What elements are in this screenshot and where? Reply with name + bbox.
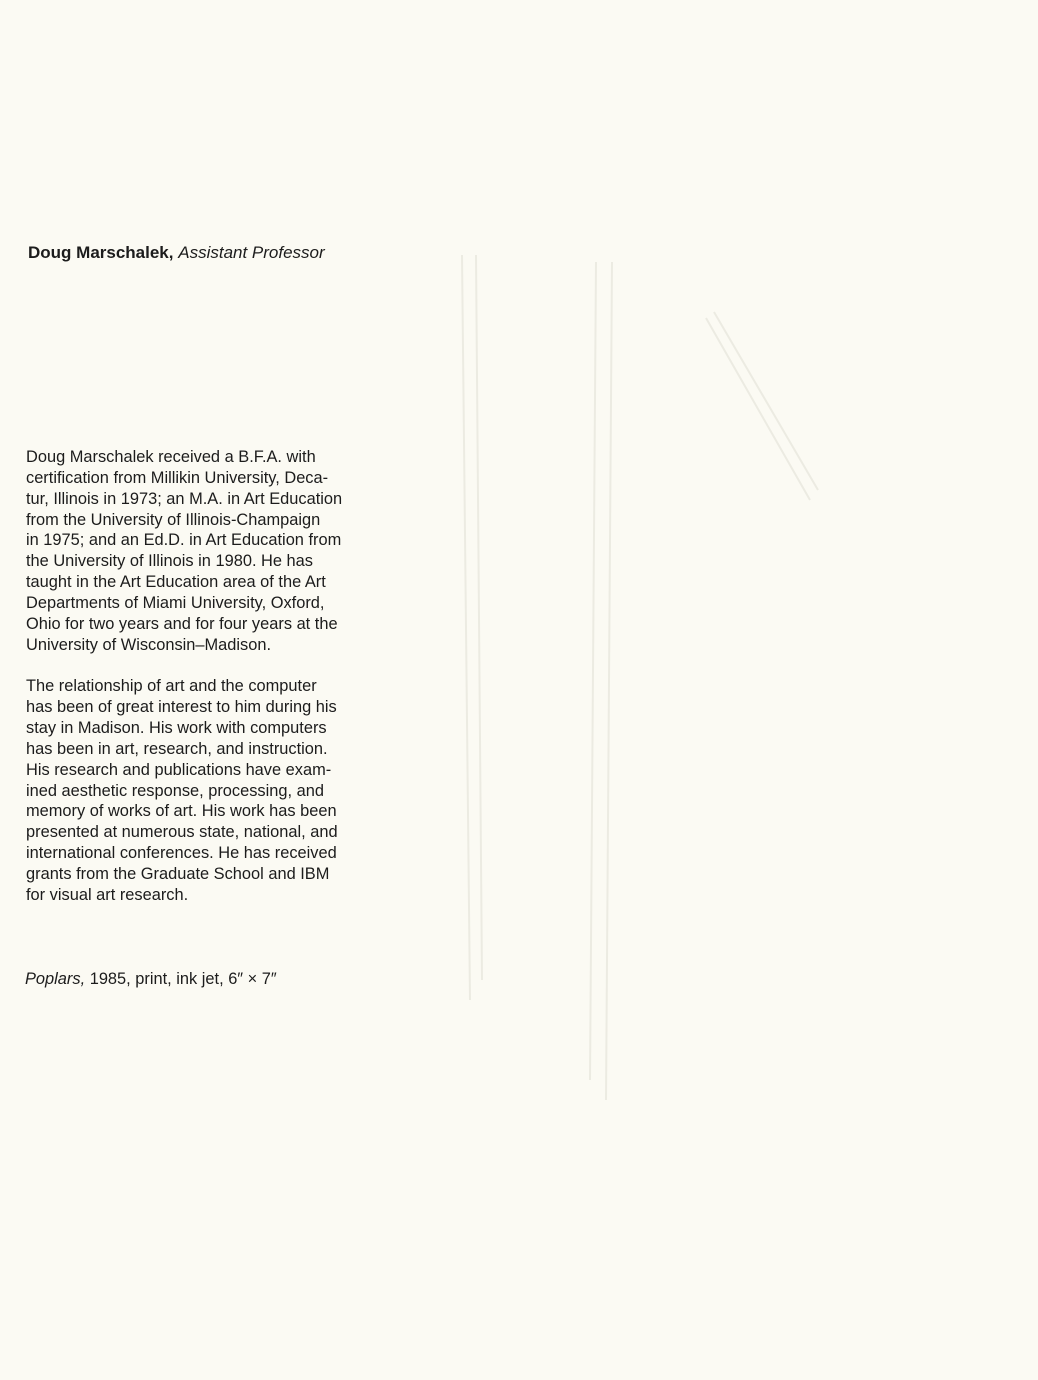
bio-paragraph-research [26, 676, 366, 905]
bio-paragraph-education [26, 447, 366, 655]
bleed-line [590, 262, 596, 1080]
text-line: taught in the Art Education area of the Art [26, 573, 326, 592]
text-line: international conferences. He has received [26, 844, 337, 863]
text-line: Departments of Miami University, Oxford, [26, 593, 325, 612]
bleed-line [606, 262, 612, 1100]
artwork-title: Poplars, [25, 970, 86, 988]
text-line: Ohio for two years and for four years at the [26, 614, 338, 633]
text-line: grants from the Graduate School and IBM [26, 864, 330, 883]
text-line: stay in Madison. His work with computers [26, 718, 327, 737]
text-line: from the University of Illinois-Champaign [26, 510, 321, 529]
biography [26, 447, 366, 926]
text-line: memory of works of art. His work has been [26, 802, 337, 821]
text-line: Doug Marschalek received a B.F.A. with [26, 448, 316, 466]
bleed-line [476, 255, 482, 980]
text-line: The relationship of art and the computer [26, 677, 317, 696]
text-line: has been in art, research, and instruction. [26, 739, 328, 758]
artwork-caption [25, 969, 277, 990]
text-line: presented at numerous state, national, and [26, 823, 338, 842]
text-line: the University of Illinois in 1980. He has [26, 552, 313, 571]
text-line: for visual art research. [26, 885, 189, 904]
bleed-line [706, 318, 810, 500]
artwork-details: 1985, print, ink jet, 6″ × 7″ [89, 970, 277, 988]
text-line: ined aesthetic response, processing, and [26, 781, 324, 800]
faculty-name: Doug Marschalek, [28, 243, 174, 262]
bleed-line [714, 312, 818, 490]
text-line: has been of great interest to him during his [26, 698, 337, 717]
text-line: University of Wisconsin–Madison. [26, 635, 272, 654]
text-line: His research and publications have exam- [26, 760, 332, 779]
text-line: certification from Millikin University, Deca- [26, 468, 329, 487]
text-line: in 1975; and an Ed.D. in Art Education from [26, 531, 342, 550]
faculty-role: Assistant Professor [178, 243, 325, 262]
faculty-heading [28, 242, 325, 264]
bleed-line [462, 255, 470, 1000]
text-line: tur, Illinois in 1973; an M.A. in Art Education [26, 489, 343, 508]
